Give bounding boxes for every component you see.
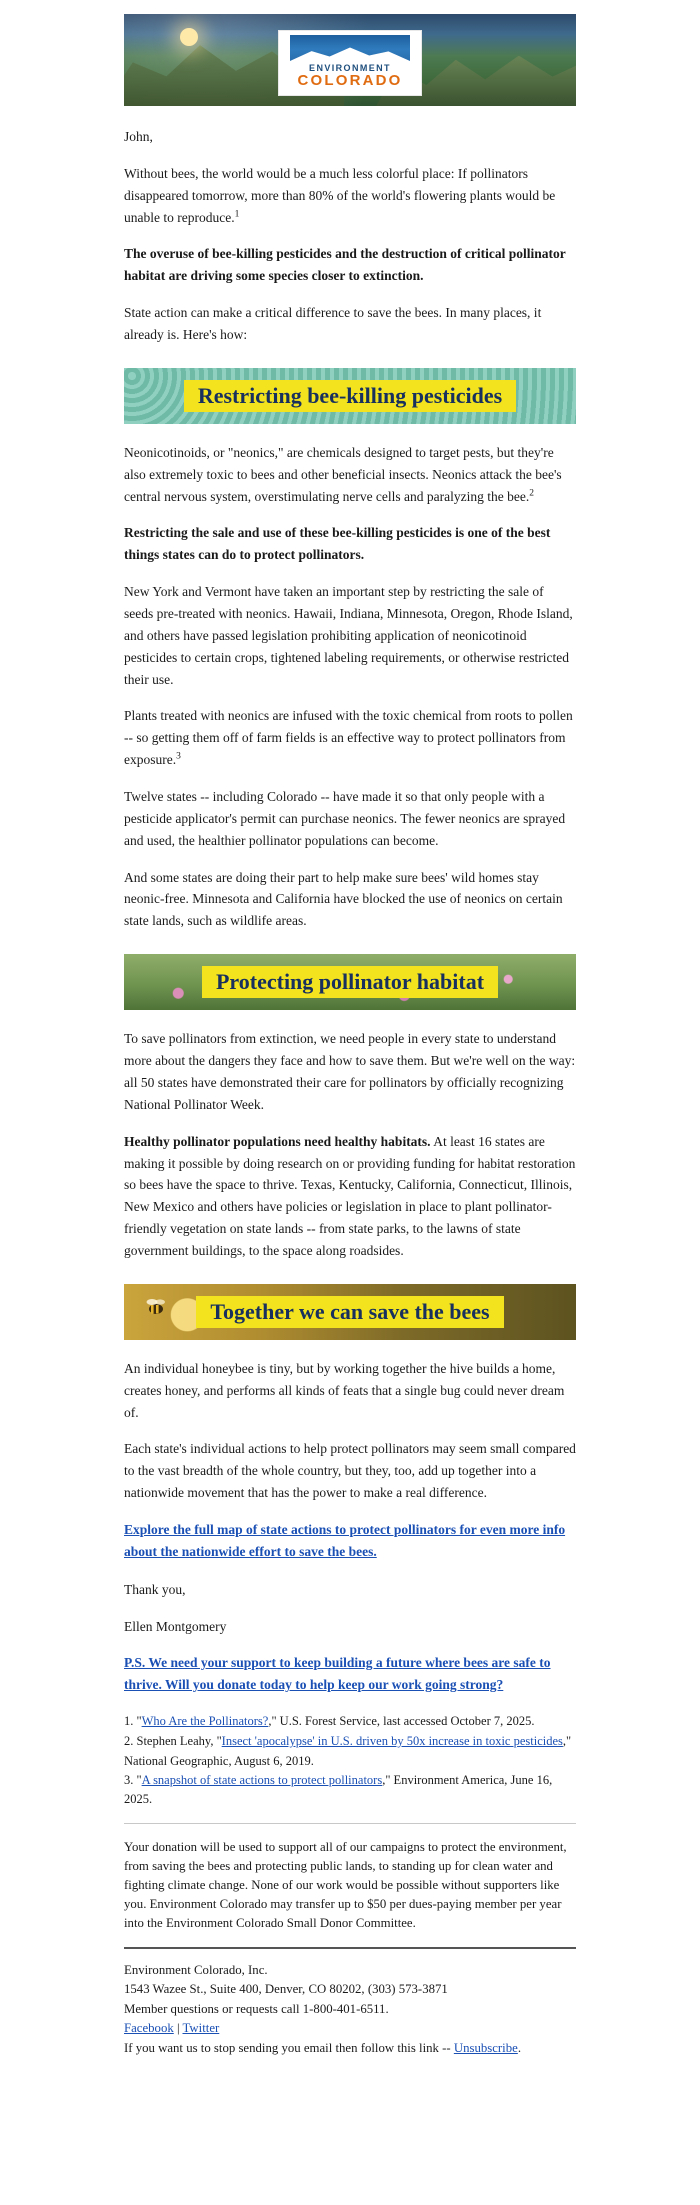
- logo-line-environment: ENVIRONMENT: [309, 63, 391, 73]
- twitter-link[interactable]: Twitter: [182, 2021, 220, 2036]
- paragraph: Twelve states -- including Colorado -- have made it so that only people with a pesticide applicator's permit can purchase neonics. The fewer neonics are sprayed and used, the healthier pollinator populations can become.: [124, 789, 566, 848]
- intro-paragraph-1-text: Without bees, the world would be a much less colorful place: If pollinators disappeared tomorrow, more than 80% of the world's flowering plants would be unable to reproduce.: [124, 165, 556, 225]
- paragraph: To save pollinators from extinction, we need people in every state to understand more about the dangers they face and how to save them. But we're well on the way: all 50 states have demonstrated their care for pollinators by officially recognizing National Pollinator Week.: [124, 1031, 576, 1112]
- unsubscribe-link[interactable]: Unsubscribe: [453, 2040, 518, 2055]
- footer: [124, 1961, 576, 2058]
- bee-icon: [142, 1298, 168, 1316]
- footer-social-links: [124, 2019, 576, 2038]
- paragraph: [124, 705, 576, 771]
- donation-disclaimer: Your donation will be used to support all of our campaigns to protect the environment, from saving the bees and protecting public lands, to standing up for clean water and fighting climate change. None of our work would be possible without supporters like you. Environment Colorado may transfer up to $50 per dues-paying member per year into the Environment Colorado Small Donor Committee.: [124, 1839, 567, 1930]
- footer-org-name: Environment Colorado, Inc.: [124, 1962, 268, 1977]
- footnote-item-3: [124, 1771, 576, 1809]
- environment-colorado-logo[interactable]: [278, 30, 422, 96]
- social-separator: |: [173, 2021, 183, 2036]
- footnote-ref-1[interactable]: 1: [234, 209, 240, 220]
- header-banner: [124, 14, 576, 106]
- footnote-suffix: ,": [562, 1733, 572, 1748]
- paragraph-text: Neonicotinoids, or "neonics," are chemicals designed to target pests, but they're also extremely toxic to bees and other beneficial insects. Neonics attack the bee's central nervous system, overstimulating nerve cells and paralyzing the bee.: [124, 444, 562, 504]
- footnote-item-2: [124, 1732, 576, 1751]
- email-body: [124, 126, 576, 346]
- logo-line-colorado: COLORADO: [297, 72, 403, 89]
- sun-icon: [180, 28, 198, 46]
- footnote-link-2[interactable]: Insect 'apocalypse' in U.S. driven by 50x increase in toxic pesticides: [221, 1733, 563, 1748]
- section-banner-together: [124, 1284, 576, 1340]
- footnote-item-2-continued: [124, 1752, 576, 1771]
- section-body-pesticides: [124, 442, 576, 932]
- divider-above-disclaimer: [124, 1823, 576, 1824]
- thank-you-line: Thank you,: [124, 1581, 186, 1597]
- section-body-together: [124, 1358, 576, 2057]
- section-body-habitat: [124, 1028, 576, 1262]
- facebook-link[interactable]: Facebook: [124, 2021, 174, 2036]
- paragraph: New York and Vermont have taken an important step by restricting the sale of seeds pre-treated with neonics. Hawaii, Indiana, Minnesota, Oregon, Rhode Island, and others have passed legislation prohibiting application of neonicotinoid pesticides to certain crops, tightened labeling requirements, or otherwise restricted their use.: [124, 584, 573, 687]
- intro-paragraph-2: The overuse of bee-killing pesticides and the destruction of critical pollinator habitat are driving some species closer to extinction.: [124, 246, 566, 284]
- intro-paragraph-3: State action can make a critical difference to save the bees. In many places, it already is. Here's how:: [124, 305, 542, 343]
- paragraph-text: Plants treated with neonics are infused with the toxic chemical from roots to pollen -- so getting them off of farm fields is an effective way to protect pollinators from exposure.: [124, 708, 573, 768]
- footnote-link-1[interactable]: Who Are the Pollinators?: [141, 1714, 269, 1729]
- footnote-prefix: 2. Stephen Leahy, ": [124, 1733, 222, 1748]
- donate-link[interactable]: P.S. We need your support to keep building a future where bees are safe to thrive. Will you donate today to help keep our work going strong?: [124, 1655, 551, 1693]
- mountain-peak-shape: [290, 45, 410, 61]
- paragraph: [124, 1131, 576, 1262]
- signature-line: Ellen Montgomery: [124, 1618, 227, 1634]
- footnote-suffix: ," Environment America, June 16, 2025.: [124, 1773, 553, 1807]
- section-banner-pesticides: [124, 368, 576, 424]
- footnote-suffix: National Geographic, August 6, 2019.: [124, 1753, 314, 1768]
- paragraph: [124, 442, 576, 508]
- footnote-prefix: 3. ": [124, 1773, 142, 1788]
- unsubscribe-prefix: If you want us to stop sending you email then follow this link --: [124, 2040, 454, 2055]
- footnote-ref-3[interactable]: 3: [176, 751, 181, 762]
- footnote-ref-2[interactable]: 2: [529, 488, 534, 499]
- unsubscribe-suffix: .: [517, 2040, 522, 2055]
- paragraph-lead-bold: Healthy pollinator populations need healthy habitats.: [124, 1133, 431, 1149]
- explore-map-link[interactable]: Explore the full map of state actions to protect pollinators for even more info about the nationwide effort to save the bees.: [124, 1521, 566, 1559]
- section-banner-habitat: [124, 954, 576, 1010]
- footer-unsubscribe-line: [124, 2039, 576, 2058]
- divider-above-footer: [124, 1947, 576, 1949]
- section-banner-title-habitat: Protecting pollinator habitat: [202, 966, 498, 999]
- intro-paragraph-1: [124, 163, 576, 229]
- cta-paragraph: [124, 1519, 576, 1563]
- ps-paragraph: [124, 1652, 576, 1696]
- footer-address: 1543 Wazee St., Suite 400, Denver, CO 80202, (303) 573-3871: [124, 1982, 448, 1997]
- footnotes-list: [124, 1712, 576, 1809]
- footnote-suffix: ," U.S. Forest Service, last accessed October 7, 2025.: [268, 1714, 535, 1729]
- section-banner-title-together: Together we can save the bees: [196, 1296, 503, 1329]
- footnote-item-1: [124, 1712, 576, 1731]
- paragraph-text: At least 16 states are making it possible by doing research on or providing funding for habitat restoration so bees have the space to thrive. Texas, Kentucky, California, Connecticut, Illinois, New Mexico and others have policies or legislation in place to plant pollinator-friendly vegetation on state lands -- from state parks, to the lawns of state government buildings, to the space along roadsides.: [124, 1133, 576, 1258]
- footer-member-line: Member questions or requests call 1-800-401-6511.: [124, 2001, 389, 2016]
- mountain-logo-icon: [290, 35, 410, 61]
- paragraph: Restricting the sale and use of these bee-killing pesticides is one of the best things states can do to protect pollinators.: [124, 525, 551, 563]
- greeting: John,: [124, 129, 153, 144]
- paragraph: And some states are doing their part to help make sure bees' wild homes stay neonic-free. Minnesota and California have blocked the use of neonics on certain state lands, such as wildlife areas.: [124, 869, 563, 929]
- paragraph: Each state's individual actions to help protect pollinators may seem small compared to the vast breadth of the whole country, but they, too, add up together into a nationwide movement that has the power to make a real difference.: [124, 1441, 576, 1501]
- section-banner-title-pesticides: Restricting bee-killing pesticides: [184, 380, 516, 413]
- paragraph: An individual honeybee is tiny, but by working together the hive builds a home, creates honey, and performs all kinds of feats that a single bug could never dream of.: [124, 1360, 565, 1420]
- footnote-prefix: 1. ": [124, 1714, 142, 1729]
- footnote-link-3[interactable]: A snapshot of state actions to protect pollinators: [141, 1773, 383, 1788]
